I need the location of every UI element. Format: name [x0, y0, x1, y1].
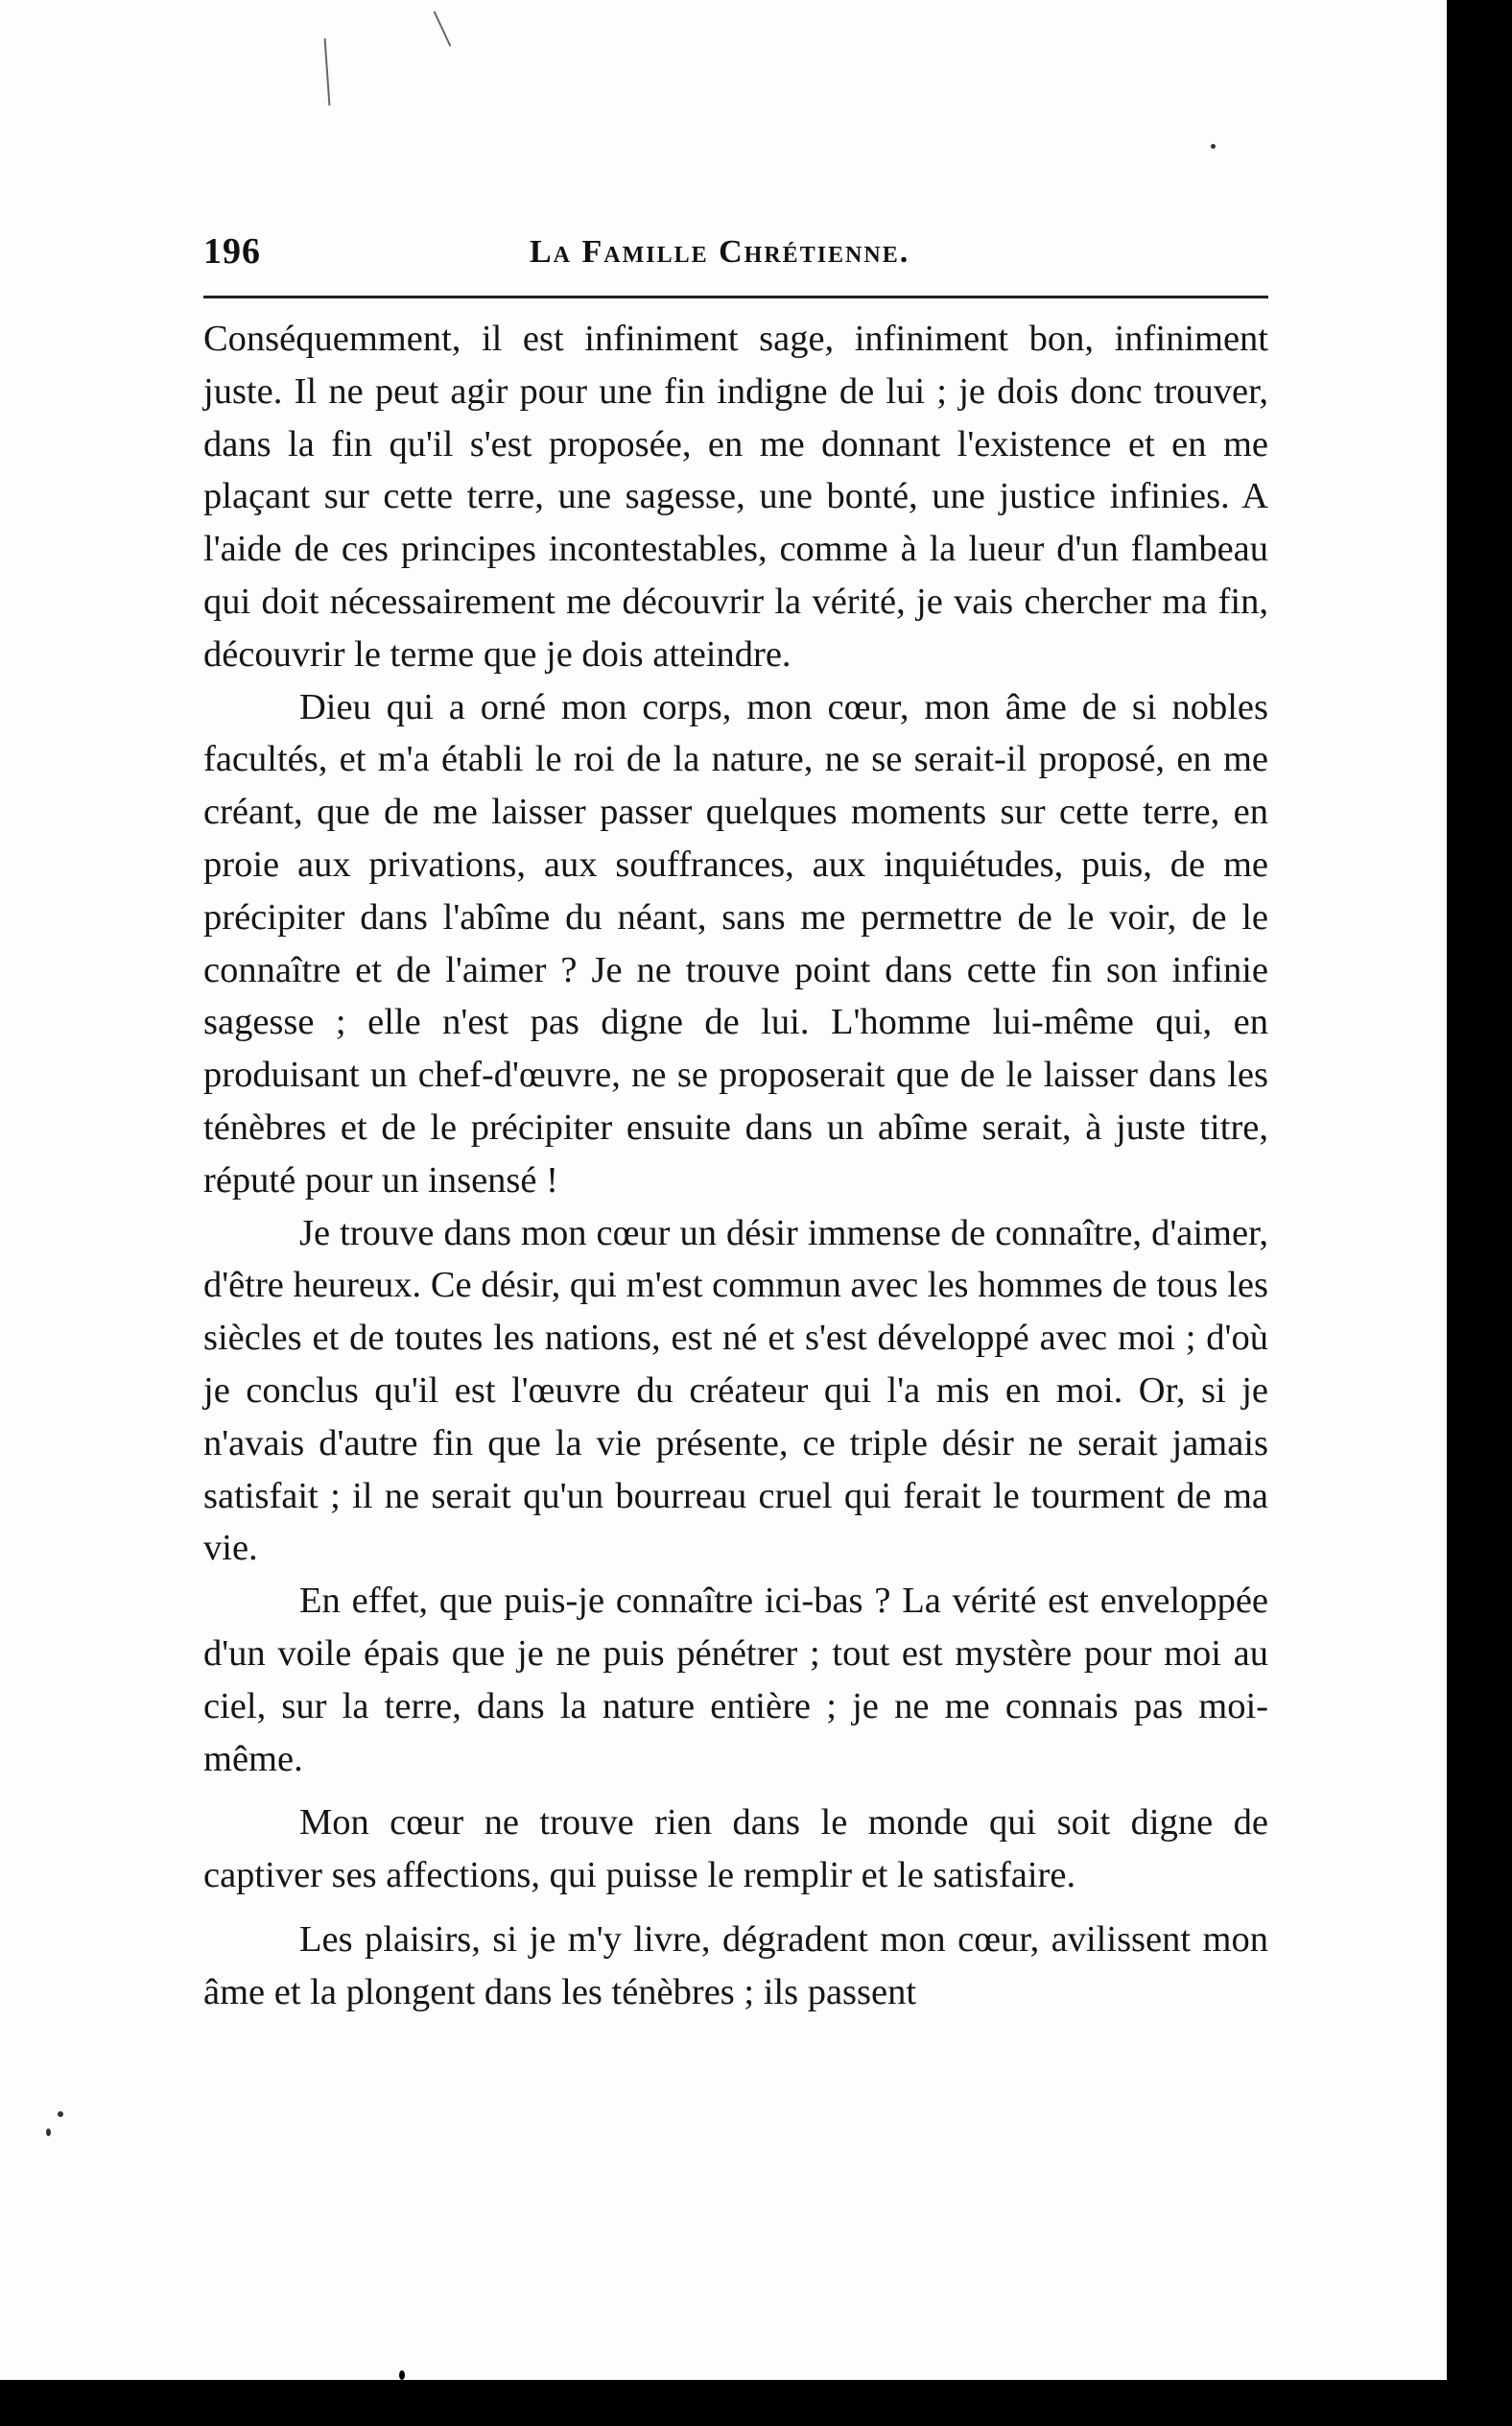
- running-title: La Famille Chrétienne.: [530, 234, 910, 270]
- body-text: [203, 313, 1268, 2019]
- scan-speck: [46, 2129, 51, 2136]
- paragraph: Mon cœur ne trouve rien dans le monde qui soit digne de captiver ses affections, qui puisse le remplir et le satisfaire.: [203, 1802, 1268, 1896]
- paragraph: En effet, que puis-je connaître ici-bas ? La vérité est enveloppée d'un voile épais que je ne puis pénétrer ; tout est mystère pour moi au ciel, sur la terre, dans la nature entière ; je ne me connais pas moi-même.: [203, 1581, 1268, 1779]
- scan-speck: [399, 2370, 405, 2380]
- scan-mark: [434, 11, 452, 46]
- paragraph: Je trouve dans mon cœur un désir immense de connaître, d'aimer, d'être heureux. Ce désir, qui m'est commun avec les hommes de tous les siècles et de toutes les nations, est né et s'est développé avec moi ; d'où je conclus qu'il est l'œuvre du créateur qui l'a mis en moi. Or, si je n'avais d'autre fin que la vie présente, ce triple désir ne serait jamais satisfait ; il ne serait qu'un bourreau cruel qui ferait le tourment de ma vie.: [203, 1212, 1268, 1569]
- header-rule: [203, 296, 1268, 298]
- scan-speck: [1211, 144, 1216, 149]
- paragraph: Dieu qui a orné mon corps, mon cœur, mon âme de si nobles facultés, et m'a établi le roi de la nature, ne se serait-il proposé, en me créant, que de me laisser passer quelques moments sur cette terre, en proie aux privations, aux souffrances, aux inquiétudes, puis, de me précipiter dans l'abîme du néant, sans me permettre de le voir, de le connaître et de l'aimer ? Je ne trouve point dans cette fin son infinie sagesse ; elle n'est pas digne de lui. L'homme lui-même qui, en produisant un chef-d'œuvre, ne se proposerait que de le laisser dans les ténèbres et de le précipiter ensuite dans un abîme serait, à juste titre, réputé pour un insensé !: [203, 686, 1268, 1201]
- page-header: [203, 230, 1268, 288]
- page-number: 196: [203, 231, 261, 272]
- scan-edge: [1447, 0, 1512, 2426]
- paragraph: Conséquemment, il est infiniment sage, infiniment bon, infiniment juste. Il ne peut agir pour une fin indigne de lui ; je dois donc trouver, dans la fin qu'il s'est proposée, en me donnant l'existence et en me plaçant sur cette terre, une sagesse, une bonté, une justice infinies. A l'aide de ces principes incontestables, comme à la lueur d'un flambeau qui doit nécessairement me découvrir la vérité, je vais chercher ma fin, découvrir le terme que je dois atteindre.: [203, 319, 1268, 675]
- paragraph: Les plaisirs, si je m'y livre, dégradent mon cœur, avilissent mon âme et la plongent dans les ténèbres ; ils passent: [203, 1918, 1268, 2012]
- scan-speck: [58, 2111, 63, 2117]
- scan-mark: [324, 38, 331, 106]
